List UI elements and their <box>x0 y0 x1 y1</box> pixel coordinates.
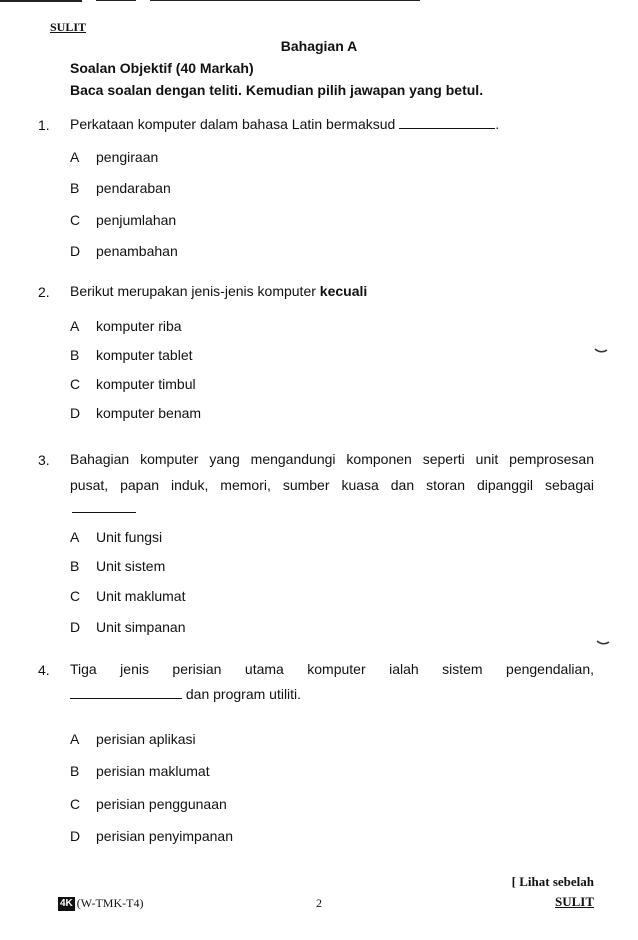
question-1-option-d: D penambahan <box>70 243 178 259</box>
question-4-number: 4. <box>38 662 50 678</box>
question-1-stem: Perkataan komputer dalam bahasa Latin bermaksud <box>70 116 396 132</box>
question-4-line-1: Tiga jenis perisian utama komputer ialah sistem pengendalian, <box>70 661 594 677</box>
question-1-number: 1. <box>38 117 50 133</box>
question-4-stem-end: dan program utiliti. <box>185 686 302 702</box>
question-3-option-a: A Unit fungsi <box>70 529 163 545</box>
pen-mark <box>594 348 608 354</box>
question-1-option-a: A pengiraan <box>70 149 159 165</box>
question-2-emphasis: kecuali <box>319 283 368 299</box>
question-4-option-b: B perisian maklumat <box>70 763 210 779</box>
scan-line-artifact <box>0 0 82 2</box>
answer-blank <box>72 512 136 513</box>
question-2-option-c: C komputer timbul <box>70 376 196 392</box>
classification-label-top: SULIT <box>50 20 87 34</box>
answer-blank <box>399 114 495 129</box>
scan-line-artifact <box>96 0 136 1</box>
section-instruction: Baca soalan dengan teliti. Kemudian pilih jawapan yang betul. <box>70 82 484 98</box>
paper-code-text: (W-TMK-T4) <box>76 896 144 910</box>
paper-badge: 4K <box>60 897 73 909</box>
question-3-line-2: pusat, papan induk, memori, sumber kuasa dan storan dipanggil sebagai <box>70 477 594 493</box>
question-3-option-b: B Unit sistem <box>70 558 166 574</box>
page-number: 2 <box>316 896 322 910</box>
question-1-end: . <box>495 116 500 132</box>
answer-blank <box>70 684 182 699</box>
classification-label-bottom: SULIT <box>554 894 594 909</box>
section-title: Bahagian A <box>280 38 358 54</box>
section-subtitle: Soalan Objektif (40 Markah) <box>70 60 254 76</box>
question-4-option-a: A perisian aplikasi <box>70 731 196 747</box>
next-page-note: [ Lihat sebelah <box>511 874 594 889</box>
question-2-number: 2. <box>38 284 50 300</box>
question-1-option-c: C penjumlahan <box>70 212 177 228</box>
question-3-line-1: Bahagian komputer yang mengandungi komponen seperti unit pemprosesan <box>70 451 594 467</box>
question-2-stem: Berikut merupakan jenis-jenis komputer <box>70 283 316 299</box>
question-2-text <box>70 281 367 301</box>
question-2-option-a: A komputer riba <box>70 318 182 334</box>
paper-code <box>58 896 143 911</box>
question-3-option-d: D Unit simpanan <box>70 619 186 635</box>
question-2-option-b: B komputer tablet <box>70 347 193 363</box>
question-1-option-b: B pendaraban <box>70 180 171 196</box>
pen-mark <box>596 640 610 646</box>
question-1-text <box>70 114 499 134</box>
question-4-line-2 <box>70 684 301 704</box>
question-2-option-d: D komputer benam <box>70 405 202 421</box>
question-3-number: 3. <box>38 452 50 468</box>
question-4-option-d: D perisian penyimpanan <box>70 828 233 844</box>
question-4-option-c: C perisian penggunaan <box>70 796 227 812</box>
scan-line-artifact <box>150 0 420 1</box>
question-3-option-c: C Unit maklumat <box>70 588 186 604</box>
